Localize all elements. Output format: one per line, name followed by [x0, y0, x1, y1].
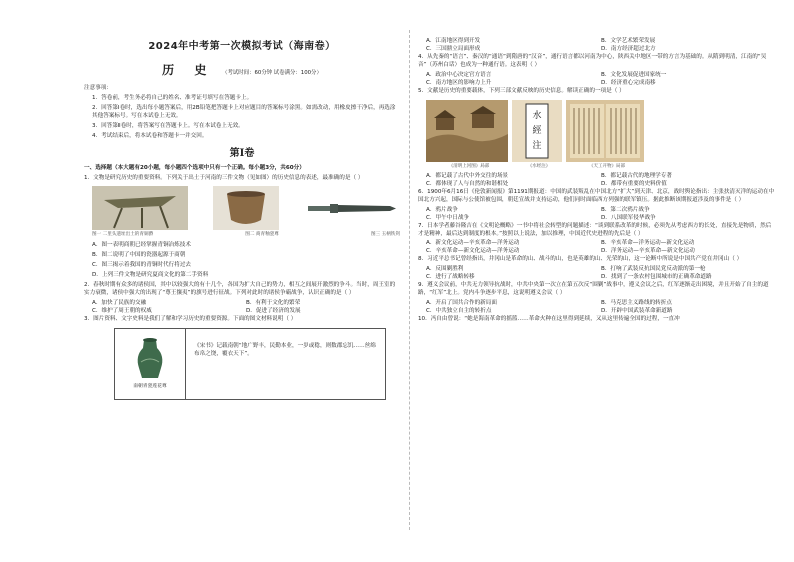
q3-image-cell: [115, 329, 186, 399]
option: B．有利于文化的繁荣: [246, 300, 301, 307]
option: B．图二说明了中国的瓷器起源于商朝: [92, 252, 186, 259]
option: B．都记载古代的地理学专著: [601, 172, 672, 179]
q3-quote: 《宋书》记载南朝“地广野丰，民勤本业，一岁或稔，则数郡忘饥……丝绵布帛之饶，覆衣天下”。: [194, 342, 376, 357]
question-2: 2．春秋时期有众多的诸侯国，其中以较强大的有十几个，各国为扩大自己的势力，相互之间展开激烈的争斗。当时，周王室的实力衰微，诸侯中强大的出现了“尊王攘夷”的旗号进行征战。下列对此时的诸侯争霸战争，认识正确的是（ ）: [84, 282, 396, 297]
option: C．辛亥革命—新文化运动—洋务运动: [426, 248, 520, 255]
shuijingzhu-cover-image: [512, 100, 562, 162]
option: B．打响了武装反抗国民党反动派的第一枪: [601, 266, 706, 273]
question-10: 10．冯自由曾说：“她是海南革命的摇篮……革命火种在这里得到延续，又从这里传遍全国的过程，一直冲: [418, 315, 680, 322]
question-7: 7．日本学者藤谷隆吉在《文明论概略》一书中将社会转型的问题描述：“谈到联系改革的时候，必须先从考虑西方的长处，直接先是物质，然后才是精神，最后达到制度的根本。”按照以上说法，加以推理，中国近代史进程的先后是（ ）: [418, 222, 772, 237]
question-6: 6．1900年6月16日《伦敦新闻报》第1191期报道：中国的武装叛乱在中国北方“扩大”到天津、北京，战时舆论指出：主张扶清灭洋的运动在中国北方兴起，国际与公使馆被包围，朝廷宣战并支持运动，他们同时面临西方列强的联军镇压。据此推断该期报道涉及的事件是（ ）: [418, 188, 775, 203]
q1-caption: 图一 二里头遗址出土的青铜爵: [92, 231, 154, 237]
q5-caption: 《天工开物》局部: [589, 163, 625, 169]
exam-title: 2024年中考第一次模拟考试（海南卷）: [148, 41, 336, 52]
question-9: 9．遵义会议前，中共无力领导抗战时，中共中央第一次立在第五次反“围剿”战事中，遵义会议之后，红军逐渐走出困境，并且开始了自主的道路，“红军”北上。党内斗争逐步平息，这说明遵义会议（ ）: [418, 282, 769, 297]
option: C．都体现了人与自然的和谐相处: [426, 180, 509, 187]
question-4: 4．从先秦的“语言”、秦汉的“通语”到隋唐的“汉音”，通行语言都以河南为中心，陕西关中地区一带的方言为基础的。从隋到明清，江南的“吴音”（苏州白话）也成为一种通行语。这表明（ ）: [418, 53, 767, 68]
celadon-zun-image: [213, 186, 279, 230]
option: C．南方地区的影响力上升: [426, 79, 492, 86]
option: B．文化发展促进国家统一: [601, 71, 667, 78]
subject-name: 历 史: [162, 63, 215, 78]
question-8: 8．习近平总书记曾经指出，井冈山是革命的山、战斗的山，也是英雄的山、光荣的山，这一论断中所说是中国共产党在井冈山（ ）: [418, 256, 743, 263]
option: C．图三揭示着我国的青铜时代行将过去: [92, 262, 192, 269]
tiangong-kaiwu-image: [566, 100, 644, 162]
option: C．维护了周王朝的权威: [92, 307, 152, 314]
svg-text:注: 注: [532, 140, 542, 151]
q2-options: [84, 300, 400, 316]
option: D．上列三件文物是研究夏商文化的第二手资料: [92, 272, 209, 279]
option: C．三国鼎立局面形成: [426, 45, 481, 52]
question-3: 3．图片资料、文字史料是我们了解和学习历史的重要资源。下面的图文材料说明（ ）: [84, 315, 297, 322]
q5-caption: 《清明上河图》局部: [448, 163, 490, 169]
notes-heading: 注意事项：: [84, 85, 112, 92]
option: D．经济重心完成南移: [601, 79, 656, 86]
q3-options: [418, 38, 776, 54]
option: A．反围剿胜利: [426, 266, 464, 273]
option: A．开启了国共合作的新局面: [426, 300, 497, 306]
note-item: 4．考试结束后，将本试卷和答题卡一并交回。: [92, 132, 208, 139]
q8-options: [418, 266, 776, 282]
q4-options: [418, 72, 776, 88]
svg-text:水: 水: [532, 110, 542, 121]
q5-captions: [426, 164, 776, 170]
option: A．都记载了古代中外交往的场景: [426, 172, 509, 179]
option: A．图一表明商朝已经掌握青铜冶炼技术: [92, 242, 191, 249]
option: A．新文化运动—辛亥革命—洋务运动: [426, 240, 520, 247]
option: A．江南地区得到开发: [426, 38, 481, 44]
q5-caption: 《水经注》: [527, 163, 551, 169]
q1-caption: 图三 玉柄铁剑: [370, 231, 400, 237]
option: B．马克思主义路线的转折点: [601, 300, 672, 306]
note-item: 1．答卷前，考生务必将自己的姓名、准考证号填写在答题卡上。: [92, 95, 253, 102]
option: D．找到了一条农村包围城市的正确革命道路: [601, 274, 712, 281]
note-item: 3．回答第Ⅱ卷时，将答案写在答题卡上。写在本试卷上无效。: [92, 122, 244, 129]
q5-options: [418, 173, 776, 189]
svg-text:經: 經: [532, 125, 542, 136]
subject-line: [84, 62, 400, 79]
option: C．甲午中日战争: [426, 214, 470, 221]
note-item: 2．回答第Ⅰ卷时，选出每小题答案后，用2B铅笔把答题卡上对应题目的答案标号涂黑。如需改动，用橡皮擦干净后，再选涂其他答案标号。写在本试卷上无效。: [92, 105, 396, 120]
option: B．文学艺术繁荣发展: [601, 38, 656, 44]
option: A．加快了民族的交融: [92, 300, 147, 307]
qingming-painting-image: [426, 100, 508, 162]
question-1: 1．文物是研究历史的重要资料。下列关于出土于河南的三件文物（见如图）的历史信息的表述，最准确的是（ ）: [84, 174, 364, 181]
column-divider: [409, 30, 410, 530]
q9-options: [418, 300, 776, 316]
q1-images: [92, 186, 400, 230]
part-heading: 一、选择题（本大题有20小题，每小题四个选项中只有一个正确。每小题3分，共60分）: [84, 165, 305, 172]
lotus-zun-image: [133, 336, 167, 382]
option: D．八国联军侵华战争: [601, 214, 656, 221]
option: D．洋务运动—辛亥革命—新文化运动: [601, 248, 695, 255]
q7-options: [418, 240, 776, 256]
option: C．进行了战略转移: [426, 274, 475, 281]
right-column: [418, 38, 776, 326]
option: C．中共独立自主的转折点: [426, 307, 492, 314]
option: B．辛亥革命—洋务运动—新文化运动: [601, 240, 695, 247]
q6-options: [418, 207, 776, 223]
jade-iron-sword-image: [304, 186, 400, 230]
option: B．第二次鸦片战争: [601, 206, 650, 213]
q5-images: [426, 100, 776, 162]
q3-image-caption: 南朝青瓷莲花尊: [133, 384, 167, 390]
option: A．政治中心决定官方语言: [426, 71, 492, 78]
option: D．都带有重要的史料价值: [601, 180, 667, 187]
left-column: [84, 40, 400, 404]
question-5: 5．文献是历史的重要载体，下列三部文献反映的历史信息。解读正确的一项是（ ）: [418, 87, 625, 94]
q3-source-box: [114, 328, 386, 400]
q1-captions: [92, 232, 400, 239]
option: D．开辟中国武装革命新道路: [601, 307, 673, 314]
exam-info: （考试时间：60分钟 试卷满分：100分）: [222, 70, 322, 77]
bronze-jue-image: [92, 186, 188, 230]
option: D．促进了经济的发展: [246, 307, 301, 314]
option: A．鸦片战争: [426, 206, 458, 213]
section-title: 第Ⅰ卷: [229, 147, 255, 159]
q1-caption: 图二 商青釉瓷尊: [245, 231, 279, 237]
option: D．南方经济超过北方: [601, 45, 656, 52]
